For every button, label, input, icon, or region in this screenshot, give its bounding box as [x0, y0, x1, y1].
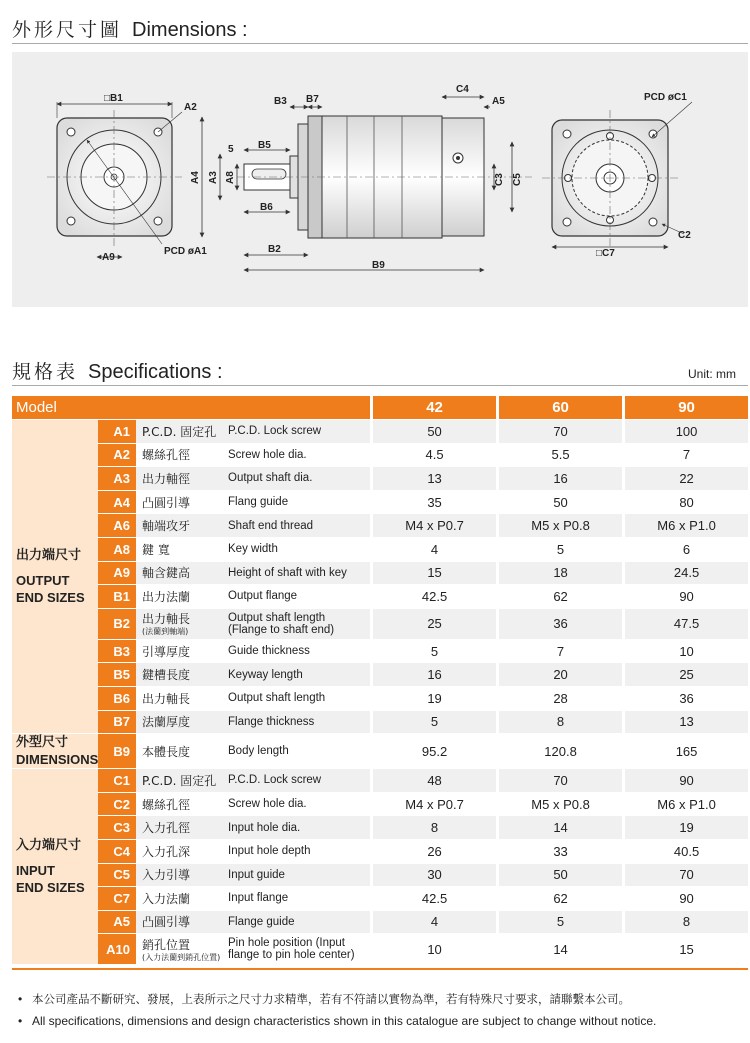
row-value-42: 30: [370, 864, 496, 888]
row-code: B6: [98, 687, 136, 711]
label-pcd-c1: PCD øC1: [644, 92, 687, 103]
model-60-header: 60: [496, 396, 622, 420]
row-name-en-text: Input guide: [228, 868, 285, 881]
table-row: [12, 687, 748, 711]
row-value-42: 13: [370, 467, 496, 491]
group-output: [12, 420, 98, 734]
row-name-en-text-2: flange to pin hole center): [228, 949, 355, 962]
table-row: [12, 538, 748, 562]
row-name-en-text: Output flange: [228, 590, 298, 603]
model-header: Model: [12, 396, 370, 420]
row-name-zh-text: 出力軸徑: [142, 471, 191, 486]
row-name-en: [224, 420, 370, 444]
row-value-42: 50: [370, 420, 496, 444]
dimensions-title-en: Dimensions :: [132, 19, 248, 41]
dimensions-rule: [12, 43, 748, 44]
row-name-zh-text: 螺絲孔徑: [142, 797, 191, 812]
row-value-42: M4 x P0.7: [370, 514, 496, 538]
row-name-en: [224, 491, 370, 515]
row-code: B3: [98, 640, 136, 664]
row-value-90: 22: [622, 467, 748, 491]
note-zh-text: 本公司產品不斷研究、發展，上表所示之尺寸力求精準，若有不符請以實物為準，若有特殊尺寸要求，請聯繫本公司。: [32, 992, 630, 1006]
row-name-en-text: Output shaft length: [228, 611, 326, 624]
table-row: [12, 640, 748, 664]
row-code: A6: [98, 514, 136, 538]
row-name-en: [224, 911, 370, 935]
row-name-en-text: Input hole dia.: [228, 821, 301, 834]
table-row: [12, 816, 748, 840]
row-name-en-text: Input flange: [228, 892, 289, 905]
row-name-en-text: Keyway length: [228, 668, 303, 681]
note-en-text: All specifications, dimensions and design characteristics shown in this catalogue are subject to change without notice.: [32, 1014, 657, 1028]
row-value-60: M5 x P0.8: [496, 514, 622, 538]
row-value-90: 80: [622, 491, 748, 515]
table-row: [12, 585, 748, 609]
row-name-zh-text: 螺絲孔徑: [142, 448, 191, 463]
table-row: [12, 444, 748, 468]
row-name-zh: [136, 491, 224, 515]
row-code: C4: [98, 840, 136, 864]
row-name-en: [224, 538, 370, 562]
row-name-en-text: Shaft end thread: [228, 519, 314, 532]
row-code: A8: [98, 538, 136, 562]
row-value-90: 90: [622, 769, 748, 793]
table-row: [12, 734, 748, 769]
group-input-en1: INPUT: [16, 863, 55, 879]
note-en: • All specifications, dimensions and design characteristics shown in this catalogue are subject to change without notice.: [18, 1014, 657, 1028]
row-name-zh-sub: (法蘭到軸端): [142, 627, 189, 637]
row-name-en: [224, 444, 370, 468]
row-value-90: 90: [622, 887, 748, 911]
group-output-zh: 出力端尺寸: [16, 548, 82, 564]
row-name-en: [224, 840, 370, 864]
row-name-zh-text: 銷孔位置: [142, 937, 191, 952]
row-name-zh: [136, 467, 224, 491]
row-name-zh: [136, 562, 224, 586]
row-value-90: 47.5: [622, 609, 748, 640]
row-value-60: 5.5: [496, 444, 622, 468]
row-name-zh-text: 法蘭厚度: [142, 715, 191, 730]
table-row: [12, 793, 748, 817]
row-value-60: 5: [496, 538, 622, 562]
row-value-90: 19: [622, 816, 748, 840]
table-row: [12, 887, 748, 911]
row-code: A2: [98, 444, 136, 468]
row-name-zh-text: 出力法蘭: [142, 589, 191, 604]
row-name-zh-text: 軸端攻牙: [142, 519, 191, 534]
row-value-90: 15: [622, 934, 748, 965]
label-b1: □B1: [104, 93, 123, 104]
table-row: [12, 491, 748, 515]
row-name-zh: [136, 840, 224, 864]
row-name-zh-text: 鍵 寬: [142, 542, 170, 557]
input-face-view: [542, 102, 692, 247]
row-name-en: [224, 769, 370, 793]
model-90-header: 90: [622, 396, 748, 420]
dimensions-title-zh: 外形尺寸圖: [12, 19, 123, 41]
group-dimensions-en1: DIMENSIONS: [16, 752, 99, 768]
row-name-zh: [136, 816, 224, 840]
row-name-en: [224, 793, 370, 817]
label-a3: A3: [208, 171, 219, 184]
row-name-zh-text: 入力引導: [142, 868, 191, 883]
row-value-42: 19: [370, 687, 496, 711]
row-name-zh: [136, 887, 224, 911]
row-name-en-text: Guide thickness: [228, 645, 310, 658]
table-row: [12, 840, 748, 864]
row-name-zh: [136, 585, 224, 609]
row-value-42: 4: [370, 911, 496, 935]
label-a2: A2: [184, 102, 197, 113]
row-name-zh: [136, 687, 224, 711]
label-c5: C5: [512, 173, 523, 186]
row-name-zh-text: 軸含鍵高: [142, 566, 191, 581]
row-name-zh-sub: (入力法蘭到銷孔位置): [142, 952, 221, 962]
row-name-en-text: Flange guide: [228, 915, 295, 928]
row-name-zh: [136, 864, 224, 888]
row-value-60: 14: [496, 934, 622, 965]
row-value-90: 25: [622, 663, 748, 687]
table-row: [12, 420, 748, 444]
row-code: A5: [98, 911, 136, 935]
row-name-en-text: Screw hole dia.: [228, 448, 307, 461]
row-name-en-text: Pin hole position (Input: [228, 937, 345, 950]
table-header-row: [12, 396, 748, 420]
table-row: [12, 934, 748, 965]
row-value-90: 165: [622, 734, 748, 769]
row-name-en: [224, 467, 370, 491]
label-a9: A9: [102, 252, 115, 263]
row-value-60: 16: [496, 467, 622, 491]
label-c4: C4: [456, 84, 469, 95]
label-pcd-a1: PCD øA1: [164, 246, 207, 257]
dimension-drawing: [12, 52, 748, 307]
row-name-en: [224, 864, 370, 888]
row-value-60: 50: [496, 491, 622, 515]
row-value-42: 5: [370, 711, 496, 735]
row-code: B7: [98, 711, 136, 735]
table-row: [12, 711, 748, 735]
row-name-en: [224, 711, 370, 735]
row-value-90: 40.5: [622, 840, 748, 864]
label-5: 5: [228, 144, 234, 155]
label-b3: B3: [274, 96, 287, 107]
row-name-zh-text: 入力孔深: [142, 844, 191, 859]
table-row: [12, 562, 748, 586]
row-code: C7: [98, 887, 136, 911]
row-name-zh-text: 出力軸長: [142, 691, 191, 706]
row-value-42: 48: [370, 769, 496, 793]
row-value-90: 13: [622, 711, 748, 735]
group-output-en1: OUTPUT: [16, 573, 70, 589]
row-value-42: 5: [370, 640, 496, 664]
row-value-42: 95.2: [370, 734, 496, 769]
row-name-zh-text: 本體長度: [142, 744, 191, 759]
row-name-en: [224, 663, 370, 687]
row-name-zh-text: 凸圓引導: [142, 495, 191, 510]
row-name-en: [224, 887, 370, 911]
unit-label: Unit: mm: [688, 367, 736, 381]
row-value-90: 8: [622, 911, 748, 935]
row-name-zh-text: 入力法蘭: [142, 891, 191, 906]
row-name-en: [224, 562, 370, 586]
row-name-en-text: Flange thickness: [228, 715, 315, 728]
row-value-90: M6 x P1.0: [622, 514, 748, 538]
row-value-60: 120.8: [496, 734, 622, 769]
row-code: C5: [98, 864, 136, 888]
row-value-60: 33: [496, 840, 622, 864]
row-value-90: 10: [622, 640, 748, 664]
table-bottom-rule: [12, 968, 748, 970]
row-value-90: 100: [622, 420, 748, 444]
row-value-60: 62: [496, 887, 622, 911]
row-value-60: 36: [496, 609, 622, 640]
specifications-title-en: Specifications :: [88, 361, 223, 383]
row-name-zh: [136, 514, 224, 538]
row-name-en-text: P.C.D. Lock screw: [228, 774, 322, 787]
group-dimensions: [12, 734, 98, 769]
output-face-view: [47, 102, 182, 257]
row-value-60: 50: [496, 864, 622, 888]
group-output-en2: END SIZES: [16, 590, 85, 606]
row-value-90: 24.5: [622, 562, 748, 586]
label-b5: B5: [258, 140, 271, 151]
label-b7: B7: [306, 94, 319, 105]
row-name-en-text: Key width: [228, 543, 278, 556]
row-value-60: 8: [496, 711, 622, 735]
row-name-zh: [136, 793, 224, 817]
row-name-zh: [136, 609, 224, 640]
row-value-42: 42.5: [370, 585, 496, 609]
label-c2: C2: [678, 230, 691, 241]
dimension-drawing-svg: [12, 52, 748, 307]
label-b2: B2: [268, 244, 281, 255]
row-name-en-text: P.C.D. Lock screw: [228, 425, 322, 438]
row-value-42: 4.5: [370, 444, 496, 468]
table-row: [12, 864, 748, 888]
row-name-en-text: Body length: [228, 745, 289, 758]
side-view: [202, 97, 532, 270]
row-code: A4: [98, 491, 136, 515]
row-name-en: [224, 585, 370, 609]
table-row: [12, 514, 748, 538]
row-value-90: 36: [622, 687, 748, 711]
row-name-zh-text: 凸圓引導: [142, 915, 191, 930]
row-value-90: 90: [622, 585, 748, 609]
row-value-42: 15: [370, 562, 496, 586]
row-value-60: 18: [496, 562, 622, 586]
row-name-en-text: Output shaft dia.: [228, 472, 313, 485]
row-name-zh-text: 出力軸長: [142, 612, 191, 627]
row-value-90: 7: [622, 444, 748, 468]
row-code: A10: [98, 934, 136, 965]
table-row: [12, 663, 748, 687]
row-name-zh-text: P.C.D. 固定孔: [142, 424, 217, 439]
row-name-en-text-2: (Flange to shaft end): [228, 623, 335, 636]
row-name-en-text: Height of shaft with key: [228, 566, 347, 579]
specifications-title-zh: 規格表: [12, 361, 79, 383]
row-value-42: 26: [370, 840, 496, 864]
label-a4: A4: [190, 171, 201, 184]
row-value-60: 62: [496, 585, 622, 609]
row-code: B2: [98, 609, 136, 640]
row-value-60: 14: [496, 816, 622, 840]
row-code: C2: [98, 793, 136, 817]
row-name-zh: [136, 420, 224, 444]
row-name-en: [224, 640, 370, 664]
row-code: A9: [98, 562, 136, 586]
label-a5: A5: [492, 96, 505, 107]
row-value-42: 25: [370, 609, 496, 640]
table-row: [12, 467, 748, 491]
row-value-42: 42.5: [370, 887, 496, 911]
group-dimensions-zh: 外型尺寸: [16, 735, 69, 751]
row-name-en: [224, 734, 370, 769]
row-name-zh: [136, 934, 224, 965]
row-value-42: 4: [370, 538, 496, 562]
row-name-zh: [136, 769, 224, 793]
table-row: [12, 769, 748, 793]
row-value-42: 10: [370, 934, 496, 965]
label-b6: B6: [260, 202, 273, 213]
row-name-en: [224, 609, 370, 640]
row-name-zh-text: 鍵槽長度: [142, 668, 191, 683]
label-c3: C3: [494, 173, 505, 186]
row-name-en-text: Output shaft length: [228, 692, 326, 705]
row-code: A3: [98, 467, 136, 491]
row-value-60: 70: [496, 420, 622, 444]
model-42-header: 42: [370, 396, 496, 420]
label-c7: □C7: [596, 248, 615, 259]
row-name-zh: [136, 734, 224, 769]
row-name-en-text: Flang guide: [228, 496, 289, 509]
group-input: [12, 769, 98, 965]
row-code: B9: [98, 734, 136, 769]
row-code: B1: [98, 585, 136, 609]
note-zh: • 本公司產品不斷研究、發展，上表所示之尺寸力求精準，若有不符請以實物為準，若有特殊尺寸要求，請聯繫本公司。: [18, 992, 630, 1006]
table-row: [12, 609, 748, 640]
row-value-60: 28: [496, 687, 622, 711]
row-value-42: 35: [370, 491, 496, 515]
row-value-60: M5 x P0.8: [496, 793, 622, 817]
group-input-zh: 入力端尺寸: [16, 838, 82, 854]
dimensions-header: [12, 12, 248, 42]
row-name-zh: [136, 663, 224, 687]
row-name-zh: [136, 711, 224, 735]
row-value-60: 70: [496, 769, 622, 793]
row-name-en: [224, 816, 370, 840]
row-name-zh: [136, 911, 224, 935]
row-name-en: [224, 687, 370, 711]
row-name-en-text: Input hole depth: [228, 845, 311, 858]
row-name-zh: [136, 444, 224, 468]
row-value-90: M6 x P1.0: [622, 793, 748, 817]
row-value-60: 7: [496, 640, 622, 664]
row-name-zh-text: 引導厚度: [142, 644, 191, 659]
row-value-42: 8: [370, 816, 496, 840]
row-code: B5: [98, 663, 136, 687]
notes: [18, 988, 656, 1032]
row-code: A1: [98, 420, 136, 444]
row-value-90: 70: [622, 864, 748, 888]
label-b9: B9: [372, 260, 385, 271]
row-value-42: M4 x P0.7: [370, 793, 496, 817]
row-value-42: 16: [370, 663, 496, 687]
row-name-en: [224, 514, 370, 538]
row-name-en: [224, 934, 370, 965]
row-value-60: 20: [496, 663, 622, 687]
row-code: C3: [98, 816, 136, 840]
row-name-zh: [136, 538, 224, 562]
row-name-zh: [136, 640, 224, 664]
row-name-zh-text: P.C.D. 固定孔: [142, 773, 217, 788]
row-value-90: 6: [622, 538, 748, 562]
specifications-header: [12, 354, 223, 384]
specifications-table: [12, 396, 748, 965]
row-value-60: 5: [496, 911, 622, 935]
label-a8: A8: [225, 171, 236, 184]
row-code: C1: [98, 769, 136, 793]
row-name-zh-text: 入力孔徑: [142, 821, 191, 836]
row-name-en-text: Screw hole dia.: [228, 798, 307, 811]
table-row: [12, 911, 748, 935]
specifications-rule: [12, 385, 748, 386]
group-input-en2: END SIZES: [16, 880, 85, 896]
